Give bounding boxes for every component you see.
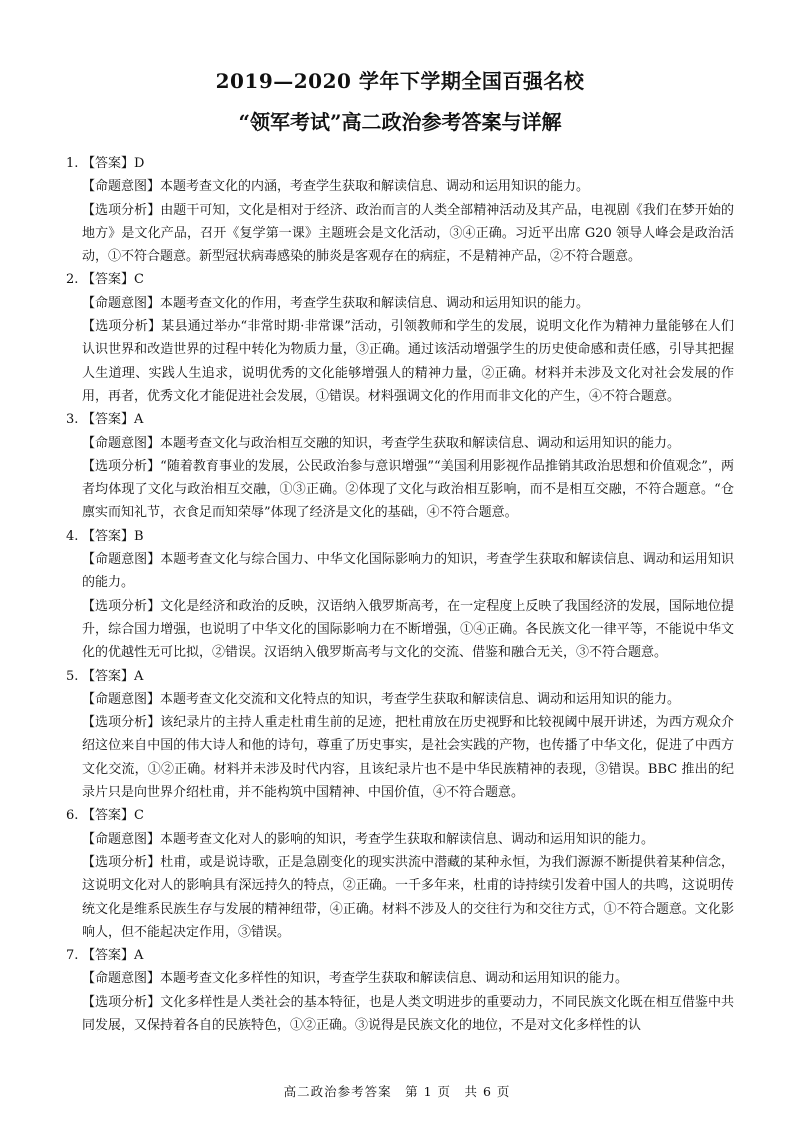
- item-number: 2.: [66, 272, 79, 288]
- answer-text: 【答案】B: [82, 528, 144, 544]
- answer-text: 【答案】C: [82, 808, 144, 824]
- answer-item-3: [66, 408, 734, 524]
- page-footer: 高二政治参考答案 第 1 页 共 6 页: [283, 1084, 511, 1099]
- answer-text: 【答案】D: [82, 156, 145, 171]
- answer-list: [66, 152, 734, 1037]
- document-subtitle: “领军考试”高二政治参考答案与详解: [238, 110, 562, 134]
- analysis-text: 【选项分析】“随着教育事业的发展，公民政治参与意识增强”“美国利用影视作品推销其政治思想和价值观念”，两者均体现了文化与政治相互交融，①③正确。②体现了文化与政治相互影响，而不是相互交融，不符合题意。“仓廪实而知礼节，衣食足而知荣辱”体现了经济是文化的基础，④不符合题意。: [82, 458, 734, 521]
- intent-text: 【命题意图】本题考查文化的作用，考查学生获取和解读信息、调动和运用知识的能力。: [82, 295, 590, 311]
- item-number: 1.: [66, 156, 79, 171]
- answer-item-7: [66, 944, 734, 1037]
- intent-text: 【命题意图】本题考查文化的内涵，考查学生获取和解读信息、调动和运用知识的能力。: [82, 179, 590, 195]
- answer-item-4: [66, 525, 734, 665]
- answer-item-1: [66, 152, 734, 268]
- item-number: 6.: [66, 808, 79, 824]
- title-block: [66, 66, 734, 138]
- item-number: 4.: [66, 528, 79, 544]
- answer-text: 【答案】A: [82, 668, 144, 684]
- answer-text: 【答案】A: [82, 948, 144, 964]
- item-number: 7.: [66, 948, 79, 964]
- answer-item-2: [66, 268, 734, 408]
- answer-item-5: [66, 665, 734, 805]
- item-number: 3.: [66, 412, 79, 428]
- item-number: 5.: [66, 668, 79, 684]
- analysis-text: 【选项分析】某县通过举办“非常时期·非常课”活动，引领教师和学生的发展，说明文化作为精神力量能够在人们认识世界和改造世界的过程中转化为物质力量，③正确。通过该活动增强学生的历史使命感和责任感，引导其把握人生道理、实践人生追求，说明优秀的文化能够增强人的精神力量，②正确。材料并未涉及文化对社会发展的作用，再者，优秀文化才能促进社会发展，①错误。材料强调文化的作用而非文化的产生，④不符合题意。: [82, 319, 734, 404]
- intent-text: 【命题意图】本题考查文化与政治相互交融的知识，考查学生获取和解读信息、调动和运用知识的能力。: [82, 435, 681, 451]
- answer-text: 【答案】C: [82, 272, 144, 288]
- intent-text: 【命题意图】本题考查文化多样性的知识，考查学生获取和解读信息、调动和运用知识的能力。: [82, 971, 629, 987]
- document-title: 2019—2020 学年下学期全国百强名校: [215, 69, 585, 93]
- intent-text: 【命题意图】本题考查文化交流和文化特点的知识，考查学生获取和解读信息、调动和运用知识的能力。: [82, 691, 681, 707]
- analysis-text: 【选项分析】文化多样性是人类社会的基本特征，也是人类文明进步的重要动力，不同民族文化既在相互借鉴中共同发展，又保持着各自的民族特色，①②正确。③说得是民族文化的地位，不是对文化多样性的认: [82, 994, 734, 1033]
- answer-item-6: [66, 804, 734, 944]
- analysis-text: 【选项分析】杜甫，或是说诗歌，正是急剧变化的现实洪流中潜藏的某种永恒，为我们源源不断提供着某种信念，这说明文化对人的影响具有深远持久的特点，②正确。一千多年来，杜甫的诗持续引发着中国人的共鸣，这说明传统文化是维系民族生存与发展的精神纽带，④正确。材料不涉及人的交往行为和交往方式，①不符合题意。文化影响人，但不能起决定作用，③错误。: [82, 854, 734, 940]
- analysis-text: 【选项分析】该纪录片的主持人重走杜甫生前的足迹，把杜甫放在历史视野和比较视阈中展开讲述，为西方观众介绍这位来自中国的伟大诗人和他的诗句，尊重了历史事实，是社会实践的产物，也传播了中华文化，促进了中西方文化交流，①②正确。材料并未涉及时代内容，且该纪录片也不是中华民族精神的表现，③错误。BBC 推出的纪录片只是向世界介绍杜甫，并不能构筑中国精神、中国价值，④不符合题意。: [82, 715, 734, 801]
- analysis-text: 【选项分析】由题干可知，文化是相对于经济、政治而言的人类全部精神活动及其产品，电视剧《我们在梦开始的地方》是文化产品，召开《复学第一课》主题班会是文化活动，③④正确。习近平出席 G20 领导人峰会是政治活动，①不符合题意。新型冠状病毒感染的肺炎是客观存在的病症，不是精神产品，②不符合题意。: [82, 202, 734, 265]
- intent-text: 【命题意图】本题考查文化与综合国力、中华文化国际影响力的知识，考查学生获取和解读信息、调动和运用知识的能力。: [82, 552, 734, 591]
- intent-text: 【命题意图】本题考查文化对人的影响的知识，考查学生获取和解读信息、调动和运用知识的能力。: [82, 831, 655, 847]
- analysis-text: 【选项分析】文化是经济和政治的反映，汉语纳入俄罗斯高考，在一定程度上反映了我国经济的发展，国际地位提升，综合国力增强，也说明了中华文化的国际影响力在不断增强，①④正确。各民族文化一律平等，不能说中华文化的优越性无可比拟，②错误。汉语纳入俄罗斯高考与文化的交流、借鉴和融合无关，③不符合题意。: [82, 598, 734, 661]
- answer-text: 【答案】A: [82, 412, 144, 428]
